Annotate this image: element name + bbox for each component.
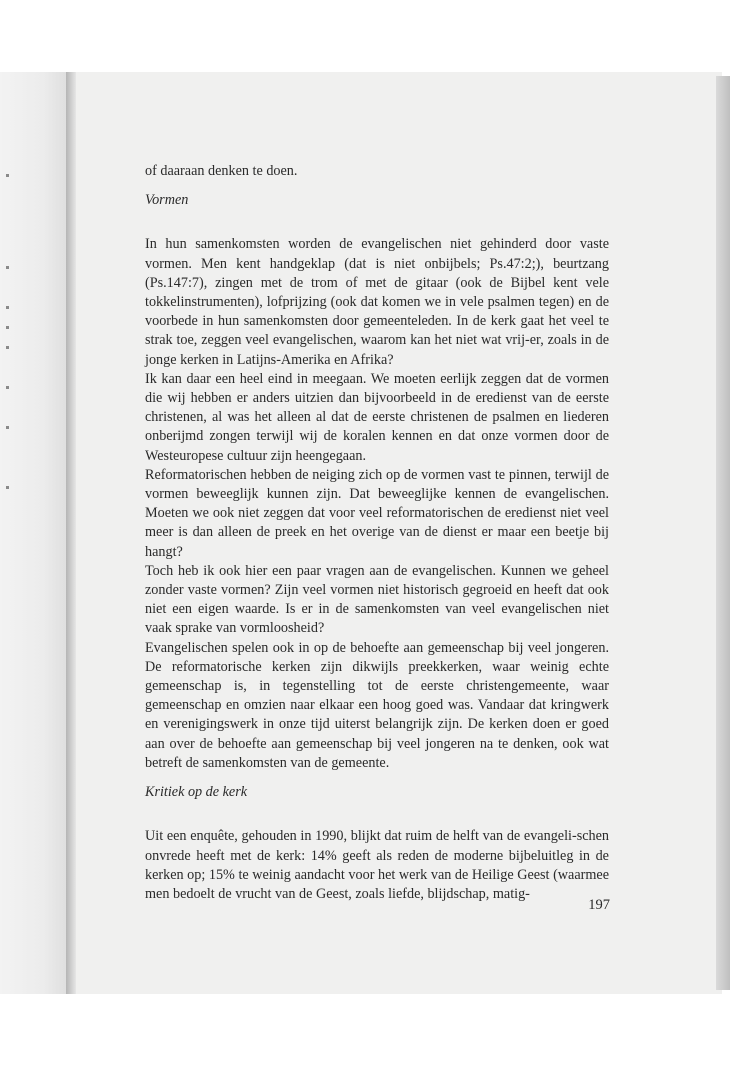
paragraph: Ik kan daar een heel eind in meegaan. We moeten eerlijk zeggen dat de vormen die wij hebben er anders uitzien dan bijvoorbeeld in de eredienst van de eerste christenen, al was het alleen al dat de eerste christenen de psalmen en liederen onberijmd zongen terwijl wij de koralen kennen en dat onze vormen door de Westeuropese cultuur zijn heengegaan. xyxy=(145,370,609,464)
section-heading-vormen: Vormen xyxy=(145,192,189,209)
page-number: 197 xyxy=(588,897,610,913)
book-gutter xyxy=(66,72,76,994)
page-body xyxy=(145,162,609,904)
paragraph: Reformatorischen hebben de neiging zich op de vormen vast te pinnen, terwijl de vormen beweeglijk kunnen zijn. Dat beweeglijke kennen de evangelischen. Moeten we ook niet zeggen dat voor veel reformatorischen de eredienst niet veel meer is dan alleen de preek en het overige van de dienst er maar een beetje bij hangt? xyxy=(145,466,609,560)
paragraph: In hun samenkomsten worden de evangelischen niet gehinderd door vaste vormen. Men kent handgeklap (dat is niet onbijbels; Ps.47:2;), beurtzang (Ps.147:7), zingen met de trom of met de gitaar (ook de Bijbel kent vele tokkelinstrumenten), lofprijzing (ook dat komen we in vele psalmen tegen) en de voorbede in hun samenkomsten door gemeenteleden. In de kerk gaat het veel te strak toe, zeggen veel evangelischen, waarom kan het niet wat vrij-er, zoals in de jonge kerken in Latijns-Amerika en Afrika? xyxy=(145,236,609,368)
section-heading-kritiek: Kritiek op de kerk xyxy=(145,784,248,801)
paragraph: Uit een enquête, gehouden in 1990, blijkt dat ruim de helft van de evangeli-schen onvrede heeft met de kerk: 14% geeft als reden de moderne bijbeluitleg in de kerken op; 15% te weinig aandacht voor het werk van de Heilige Geest (waarmee men bedoelt de vrucht van de Geest, zoals liefde, blijdschap, matig- xyxy=(145,828,609,902)
right-page-edge xyxy=(716,76,730,990)
intro-line: of daaraan denken te doen. xyxy=(145,163,298,179)
paragraph: Evangelischen spelen ook in op de behoefte aan gemeenschap bij veel jongeren. De reformatorische kerken zijn dikwijls preekkerken, waar weinig echte gemeenschap is, in tegenstelling tot de eerste christengemeente, waar gemeenschap en omzien naar elkaar een hoog goed was. Vandaar dat kringwerk en verenigingswerk in onze tijd uiterst belangrijk zijn. De kerken doen er goed aan over de behoefte aan gemeenschap bij veel jongeren na te denken, ook wat betreft de samenkomsten van de gemeente. xyxy=(145,639,609,771)
left-margin-marks xyxy=(0,160,14,800)
paragraph: Toch heb ik ook hier een paar vragen aan de evangelischen. Kunnen we geheel zonder vaste vormen? Zijn veel vormen niet historisch gegroeid en heeft dat ook niet een eigen waarde. Is er in de samenkomsten van veel evangelischen niet vaak sprake van vormloosheid? xyxy=(145,562,609,637)
